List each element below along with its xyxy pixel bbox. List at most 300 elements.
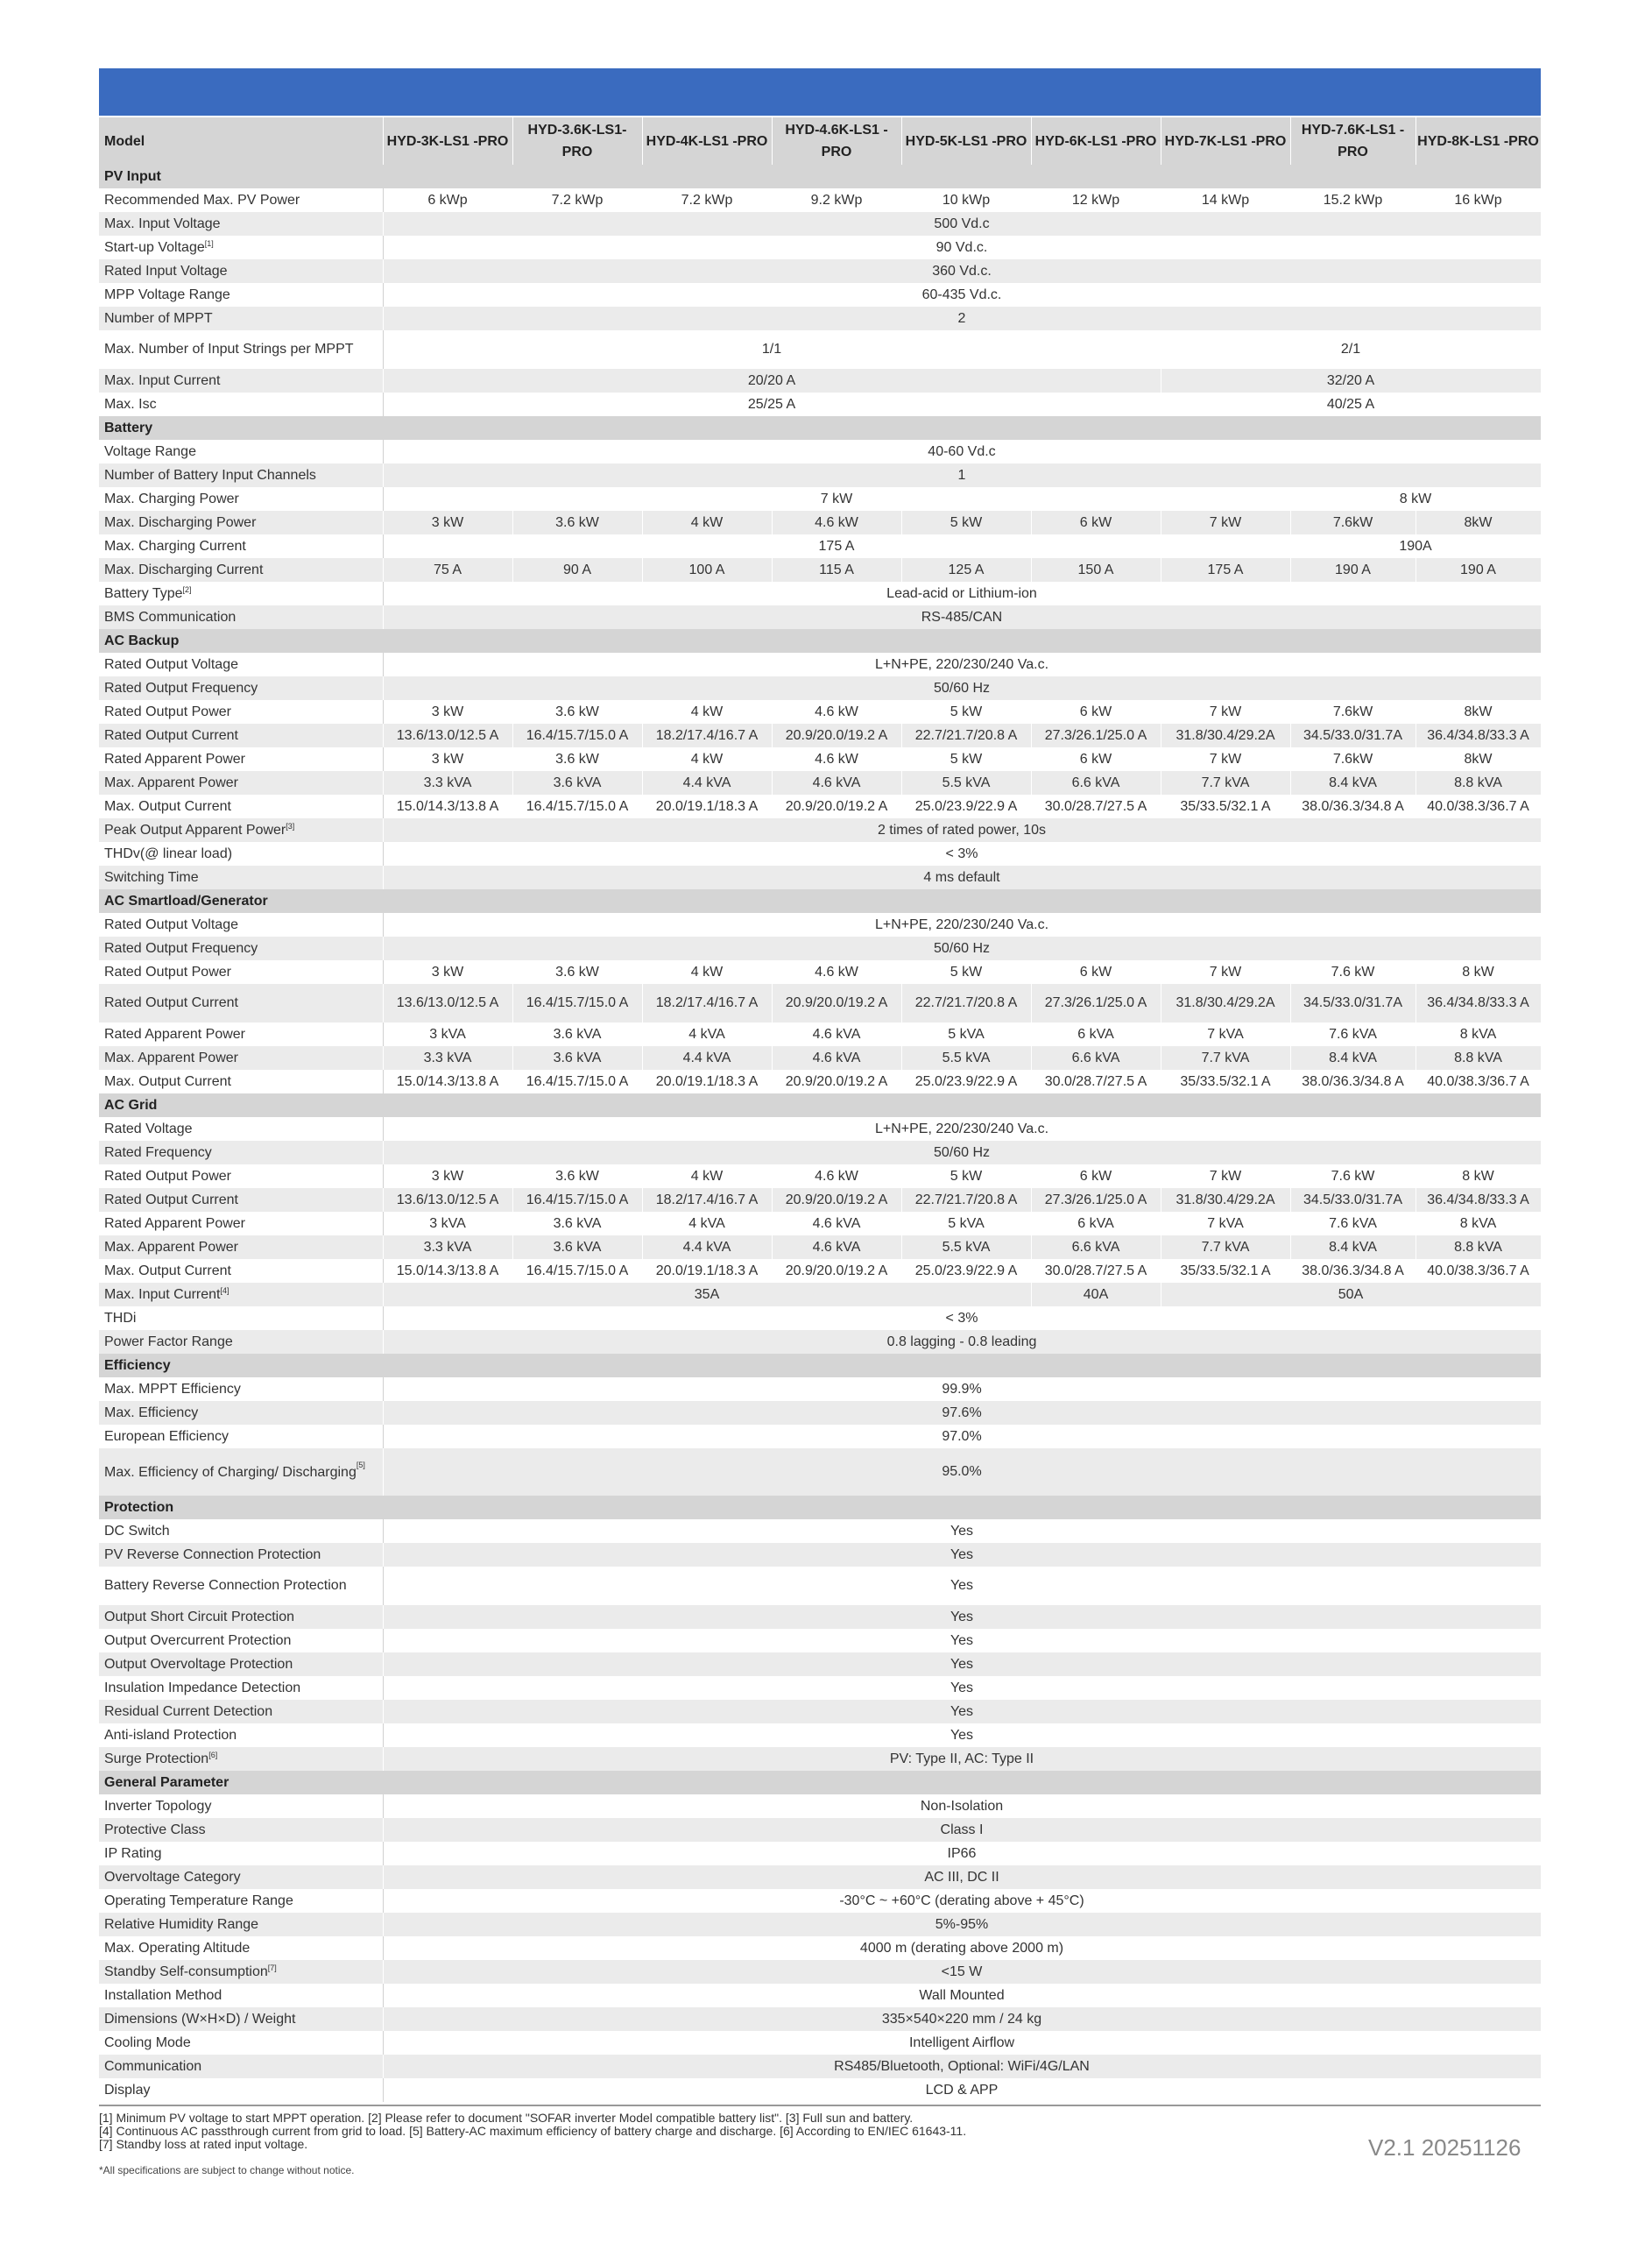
spec-value: L+N+PE, 220/230/240 Va.c. <box>383 653 1541 676</box>
spec-value: 1 <box>383 463 1541 487</box>
spec-label <box>99 1164 383 1188</box>
spec-value: 3.6 kVA <box>512 1212 642 1235</box>
spec-row <box>99 283 1541 307</box>
spec-row <box>99 937 1541 960</box>
spec-label <box>99 1629 383 1652</box>
spec-value: 5.5 kVA <box>901 771 1031 795</box>
spec-label-text: THDi <box>104 1310 137 1326</box>
spec-value: 25.0/23.9/22.9 A <box>901 1070 1031 1093</box>
spec-row <box>99 1046 1541 1070</box>
spec-row <box>99 212 1541 236</box>
spec-value: 16 kWp <box>1415 188 1541 212</box>
model-name: HYD-4.6K-LS1 -PRO <box>772 117 901 165</box>
spec-value: 38.0/36.3/34.8 A <box>1290 1259 1415 1283</box>
spec-label-text: Rated Apparent Power <box>104 1026 245 1042</box>
spec-value: 8.8 kVA <box>1415 1046 1541 1070</box>
spec-value: 3.6 kVA <box>512 771 642 795</box>
spec-label <box>99 1401 383 1425</box>
spec-value: 22.7/21.7/20.8 A <box>901 724 1031 747</box>
spec-label <box>99 1519 383 1543</box>
spec-value: 100 A <box>642 558 772 582</box>
section-title: AC Backup <box>99 629 1541 653</box>
spec-label-text: Standby Self-consumption <box>104 1964 268 1979</box>
spec-label <box>99 1259 383 1283</box>
spec-label <box>99 1818 383 1842</box>
spec-label-text: Inverter Topology <box>104 1798 212 1814</box>
spec-value: 25.0/23.9/22.9 A <box>901 795 1031 818</box>
spec-value: 15.2 kWp <box>1290 188 1415 212</box>
spec-label <box>99 1960 383 1984</box>
spec-value: 7.2 kWp <box>642 188 772 212</box>
spec-value: 22.7/21.7/20.8 A <box>901 1188 1031 1212</box>
spec-value: 4.6 kW <box>772 747 901 771</box>
spec-value: 18.2/17.4/16.7 A <box>642 724 772 747</box>
spec-row <box>99 1070 1541 1093</box>
spec-value: 8kW <box>1415 747 1541 771</box>
spec-label-text: Operating Temperature Range <box>104 1893 293 1908</box>
spec-value: 3.6 kVA <box>512 1022 642 1046</box>
spec-label-text: Max. Apparent Power <box>104 1239 238 1255</box>
footnotes <box>99 2112 966 2151</box>
spec-value: 5 kVA <box>901 1212 1031 1235</box>
spec-value: Lead-acid or Lithium-ion <box>383 582 1541 605</box>
spec-label-text: Overvoltage Category <box>104 1869 241 1885</box>
spec-value: 40.0/38.3/36.7 A <box>1415 1259 1541 1283</box>
spec-value: 40.0/38.3/36.7 A <box>1415 795 1541 818</box>
spec-label-text: Battery Type <box>104 585 183 601</box>
spec-value: 8kW <box>1415 700 1541 724</box>
spec-value: PV: Type II, AC: Type II <box>383 1747 1541 1771</box>
spec-label-text: IP Rating <box>104 1845 162 1861</box>
spec-label-text: Max. Charging Power <box>104 491 239 506</box>
spec-value: Yes <box>383 1543 1541 1567</box>
spec-value: 31.8/30.4/29.2A <box>1161 984 1290 1022</box>
spec-label-text: Power Factor Range <box>104 1334 233 1349</box>
spec-row <box>99 1377 1541 1401</box>
spec-value: 4.4 kVA <box>642 771 772 795</box>
spec-value: Wall Mounted <box>383 1984 1541 2007</box>
spec-row <box>99 1700 1541 1723</box>
spec-label <box>99 2031 383 2055</box>
spec-value: 10 kWp <box>901 188 1031 212</box>
spec-value: Yes <box>383 1519 1541 1543</box>
spec-label <box>99 913 383 937</box>
spec-value: < 3% <box>383 842 1541 866</box>
spec-value: 25.0/23.9/22.9 A <box>901 1259 1031 1283</box>
spec-label-text: Recommended Max. PV Power <box>104 192 300 208</box>
spec-row <box>99 534 1541 558</box>
spec-value: 8.8 kVA <box>1415 771 1541 795</box>
spec-value: 16.4/15.7/15.0 A <box>512 1070 642 1093</box>
spec-value: 7 kVA <box>1161 1212 1290 1235</box>
spec-label-text: Rated Output Current <box>104 727 238 743</box>
spec-label <box>99 1605 383 1629</box>
spec-row <box>99 582 1541 605</box>
spec-label <box>99 1235 383 1259</box>
spec-label-text: Rated Output Power <box>104 1168 231 1184</box>
spec-label-text: Rated Output Voltage <box>104 916 238 932</box>
spec-value: 6 kW <box>1031 700 1161 724</box>
spec-value: 7.7 kVA <box>1161 1046 1290 1070</box>
spec-value: < 3% <box>383 1306 1541 1330</box>
spec-value: 20.9/20.0/19.2 A <box>772 1259 901 1283</box>
spec-value: 8kW <box>1415 511 1541 534</box>
spec-label <box>99 1700 383 1723</box>
model-name: HYD-7.6K-LS1 -PRO <box>1290 117 1415 165</box>
spec-row <box>99 1306 1541 1330</box>
spec-row <box>99 1629 1541 1652</box>
spec-value: 4.6 kVA <box>772 771 901 795</box>
spec-label <box>99 1212 383 1235</box>
spec-label <box>99 1984 383 2007</box>
spec-label-text: Residual Current Detection <box>104 1703 273 1719</box>
spec-row <box>99 1747 1541 1771</box>
spec-value: 4.6 kW <box>772 960 901 984</box>
spec-label-text: Output Overvoltage Protection <box>104 1656 293 1672</box>
spec-value: 20.0/19.1/18.3 A <box>642 1070 772 1093</box>
model-name: HYD-3.6K-LS1- PRO <box>512 117 642 165</box>
spec-label <box>99 558 383 582</box>
spec-label-text: Number of Battery Input Channels <box>104 467 316 483</box>
spec-value: <15 W <box>383 1960 1541 1984</box>
spec-row <box>99 1235 1541 1259</box>
footnote-ref: [3] <box>286 821 295 831</box>
spec-value: 4.6 kW <box>772 1164 901 1188</box>
spec-value: 13.6/13.0/12.5 A <box>383 984 512 1022</box>
spec-value: 13.6/13.0/12.5 A <box>383 724 512 747</box>
section-header <box>99 1093 1541 1117</box>
spec-value: 20.0/19.1/18.3 A <box>642 795 772 818</box>
spec-value: 5.5 kVA <box>901 1046 1031 1070</box>
spec-value: 6.6 kVA <box>1031 1046 1161 1070</box>
spec-label-text: Max. Isc <box>104 396 157 412</box>
spec-label <box>99 1913 383 1936</box>
spec-row <box>99 1543 1541 1567</box>
header-banner <box>99 68 1541 116</box>
spec-label <box>99 1141 383 1164</box>
spec-value: 25/25 A <box>383 393 1161 416</box>
spec-value: Class I <box>383 1818 1541 1842</box>
spec-value: 6 kVA <box>1031 1212 1161 1235</box>
spec-label-text: Max. Efficiency <box>104 1405 199 1420</box>
spec-label <box>99 724 383 747</box>
spec-label-text: Max. Input Voltage <box>104 216 221 231</box>
spec-value: 3.3 kVA <box>383 1235 512 1259</box>
spec-value: 75 A <box>383 558 512 582</box>
spec-label-text: Anti-island Protection <box>104 1727 237 1743</box>
spec-label-text: Rated Output Current <box>104 1192 238 1207</box>
spec-label <box>99 2055 383 2078</box>
spec-value: Intelligent Airflow <box>383 2031 1541 2055</box>
spec-label <box>99 259 383 283</box>
spec-value: 5 kW <box>901 960 1031 984</box>
spec-label <box>99 866 383 889</box>
spec-label <box>99 1936 383 1960</box>
spec-label <box>99 1046 383 1070</box>
spec-value: 335×540×220 mm / 24 kg <box>383 2007 1541 2031</box>
model-name: HYD-8K-LS1 -PRO <box>1415 117 1541 165</box>
spec-value: -30°C ~ +60°C (derating above + 45°C) <box>383 1889 1541 1913</box>
spec-value: 34.5/33.0/31.7A <box>1290 984 1415 1022</box>
spec-value: 1/1 <box>383 330 1161 369</box>
spec-value: 38.0/36.3/34.8 A <box>1290 1070 1415 1093</box>
spec-value: 18.2/17.4/16.7 A <box>642 984 772 1022</box>
spec-label <box>99 1676 383 1700</box>
section-header <box>99 889 1541 913</box>
spec-value: 190 A <box>1415 558 1541 582</box>
model-name: HYD-5K-LS1 -PRO <box>901 117 1031 165</box>
spec-value: 8 kW <box>1415 960 1541 984</box>
spec-label <box>99 1070 383 1093</box>
spec-value: 14 kWp <box>1161 188 1290 212</box>
spec-value: 4.6 kVA <box>772 1212 901 1235</box>
spec-row <box>99 1259 1541 1283</box>
spec-row <box>99 1865 1541 1889</box>
spec-value: 7.2 kWp <box>512 188 642 212</box>
section-header <box>99 1354 1541 1377</box>
spec-value: 40/25 A <box>1161 393 1541 416</box>
spec-value: 6 kW <box>1031 1164 1161 1188</box>
spec-value: 16.4/15.7/15.0 A <box>512 1188 642 1212</box>
spec-label-text: Rated Voltage <box>104 1121 193 1136</box>
spec-value: 4000 m (derating above 2000 m) <box>383 1936 1541 1960</box>
spec-label <box>99 2007 383 2031</box>
spec-value: 50/60 Hz <box>383 937 1541 960</box>
spec-label <box>99 1794 383 1818</box>
spec-label-text: Rated Input Voltage <box>104 263 228 279</box>
spec-value: 30.0/28.7/27.5 A <box>1031 1259 1161 1283</box>
spec-row <box>99 842 1541 866</box>
spec-row <box>99 307 1541 330</box>
spec-label <box>99 188 383 212</box>
spec-label-text: Max. Operating Altitude <box>104 1940 251 1956</box>
spec-label-text: Max. Output Current <box>104 798 231 814</box>
spec-value: 50A <box>1161 1283 1541 1306</box>
spec-label <box>99 369 383 393</box>
spec-label-text: Start-up Voltage <box>104 239 205 255</box>
spec-label <box>99 212 383 236</box>
spec-value: 9.2 kWp <box>772 188 901 212</box>
spec-value: 15.0/14.3/13.8 A <box>383 1259 512 1283</box>
spec-label-text: Display <box>104 2082 151 2098</box>
spec-row <box>99 1330 1541 1354</box>
section-header <box>99 416 1541 440</box>
spec-value: L+N+PE, 220/230/240 Va.c. <box>383 1117 1541 1141</box>
spec-value: 4.6 kW <box>772 700 901 724</box>
spec-value: 7 kW <box>383 487 1290 511</box>
spec-label-text: Switching Time <box>104 869 199 885</box>
spec-value: Yes <box>383 1567 1541 1605</box>
spec-value: 4 kVA <box>642 1212 772 1235</box>
spec-value: 7.6kW <box>1290 700 1415 724</box>
spec-value: 99.9% <box>383 1377 1541 1401</box>
spec-value: 175 A <box>383 534 1290 558</box>
spec-label-text: BMS Communication <box>104 609 237 625</box>
spec-value: 4 ms default <box>383 866 1541 889</box>
spec-label <box>99 937 383 960</box>
spec-row <box>99 511 1541 534</box>
spec-row <box>99 1723 1541 1747</box>
spec-value: 6.6 kVA <box>1031 1235 1161 1259</box>
spec-row <box>99 1141 1541 1164</box>
spec-row <box>99 487 1541 511</box>
spec-label-text: Installation Method <box>104 1987 222 2003</box>
spec-value: 6 kVA <box>1031 1022 1161 1046</box>
section-header <box>99 1496 1541 1519</box>
spec-value: 18.2/17.4/16.7 A <box>642 1188 772 1212</box>
spec-value: 16.4/15.7/15.0 A <box>512 724 642 747</box>
spec-value: 8.8 kVA <box>1415 1235 1541 1259</box>
footnote-ref: [6] <box>208 1750 218 1759</box>
section-title: AC Grid <box>99 1093 1541 1117</box>
spec-value: 4.6 kW <box>772 511 901 534</box>
spec-value: 31.8/30.4/29.2A <box>1161 1188 1290 1212</box>
spec-row <box>99 1794 1541 1818</box>
spec-value: 2 <box>383 307 1541 330</box>
spec-value: 16.4/15.7/15.0 A <box>512 1259 642 1283</box>
spec-row <box>99 1448 1541 1496</box>
spec-value: 8 kW <box>1290 487 1541 511</box>
spec-label <box>99 307 383 330</box>
spec-label-text: Communication <box>104 2058 202 2074</box>
spec-row <box>99 795 1541 818</box>
spec-value: 35/33.5/32.1 A <box>1161 795 1290 818</box>
spec-value: 500 Vd.c <box>383 212 1541 236</box>
spec-value: 4 kVA <box>642 1022 772 1046</box>
spec-label <box>99 440 383 463</box>
spec-row <box>99 2078 1541 2102</box>
spec-value: 3.3 kVA <box>383 771 512 795</box>
spec-value: 7.6 kVA <box>1290 1212 1415 1235</box>
spec-label-text: Insulation Impedance Detection <box>104 1680 301 1695</box>
spec-label <box>99 605 383 629</box>
model-name: HYD-7K-LS1 -PRO <box>1161 117 1290 165</box>
spec-row <box>99 440 1541 463</box>
spec-label <box>99 1747 383 1771</box>
spec-label <box>99 700 383 724</box>
spec-row <box>99 1425 1541 1448</box>
spec-row <box>99 330 1541 369</box>
spec-label <box>99 2078 383 2102</box>
footnote-ref: [5] <box>356 1460 365 1469</box>
spec-label <box>99 330 383 369</box>
spec-row <box>99 463 1541 487</box>
spec-label <box>99 1117 383 1141</box>
spec-value: 30.0/28.7/27.5 A <box>1031 795 1161 818</box>
spec-value: 8 kVA <box>1415 1212 1541 1235</box>
spec-label <box>99 511 383 534</box>
spec-value: 150 A <box>1031 558 1161 582</box>
spec-value: RS-485/CAN <box>383 605 1541 629</box>
spec-value: 36.4/34.8/33.3 A <box>1415 1188 1541 1212</box>
spec-label <box>99 1842 383 1865</box>
spec-label-text: Relative Humidity Range <box>104 1916 259 1932</box>
spec-value: 30.0/28.7/27.5 A <box>1031 1070 1161 1093</box>
spec-value: 40.0/38.3/36.7 A <box>1415 1070 1541 1093</box>
spec-value: 3.6 kW <box>512 1164 642 1188</box>
spec-value: 3.6 kW <box>512 747 642 771</box>
spec-value: Non-Isolation <box>383 1794 1541 1818</box>
spec-label-text: Max. Charging Current <box>104 538 246 554</box>
spec-value: Yes <box>383 1676 1541 1700</box>
spec-label-text: Max. Apparent Power <box>104 775 238 790</box>
spec-value: 8.4 kVA <box>1290 771 1415 795</box>
spec-value: 3 kW <box>383 960 512 984</box>
spec-value: 7.7 kVA <box>1161 1235 1290 1259</box>
spec-value: RS485/Bluetooth, Optional: WiFi/4G/LAN <box>383 2055 1541 2078</box>
spec-value: Yes <box>383 1723 1541 1747</box>
spec-value: 15.0/14.3/13.8 A <box>383 795 512 818</box>
spec-label-text: Rated Output Power <box>104 704 231 719</box>
spec-label <box>99 1330 383 1354</box>
spec-value: 190 A <box>1290 558 1415 582</box>
spec-value: 12 kWp <box>1031 188 1161 212</box>
section-title: General Parameter <box>99 1771 1541 1794</box>
spec-row <box>99 1913 1541 1936</box>
spec-value: 7.6 kW <box>1290 1164 1415 1188</box>
spec-value: 7.7 kVA <box>1161 771 1290 795</box>
spec-value: AC III, DC II <box>383 1865 1541 1889</box>
spec-value: 4.6 kVA <box>772 1046 901 1070</box>
spec-row <box>99 724 1541 747</box>
spec-label <box>99 236 383 259</box>
spec-value: 2 times of rated power, 10s <box>383 818 1541 842</box>
spec-row <box>99 393 1541 416</box>
spec-value: 360 Vd.c. <box>383 259 1541 283</box>
spec-value: 3 kW <box>383 1164 512 1188</box>
spec-value: LCD & APP <box>383 2078 1541 2102</box>
spec-value: 7 kW <box>1161 960 1290 984</box>
spec-row <box>99 1567 1541 1605</box>
spec-label-text: Max. Input Current <box>104 1286 221 1302</box>
section-header <box>99 1771 1541 1794</box>
spec-label <box>99 1283 383 1306</box>
spec-label <box>99 1448 383 1496</box>
spec-value: 7.6 kW <box>1290 960 1415 984</box>
spec-value: 27.3/26.1/25.0 A <box>1031 984 1161 1022</box>
spec-row <box>99 1984 1541 2007</box>
spec-row <box>99 558 1541 582</box>
spec-row <box>99 1652 1541 1676</box>
spec-row <box>99 1164 1541 1188</box>
spec-label <box>99 842 383 866</box>
footnote-line: [7] Standby loss at rated input voltage. <box>99 2137 308 2151</box>
spec-row <box>99 676 1541 700</box>
spec-value: 8.4 kVA <box>1290 1046 1415 1070</box>
spec-label-text: Output Overcurrent Protection <box>104 1632 292 1648</box>
spec-value: 22.7/21.7/20.8 A <box>901 984 1031 1022</box>
footnote-ref: [4] <box>220 1285 229 1295</box>
spec-row <box>99 984 1541 1022</box>
spec-value: 20/20 A <box>383 369 1161 393</box>
spec-value: 16.4/15.7/15.0 A <box>512 795 642 818</box>
spec-row <box>99 1818 1541 1842</box>
spec-value: 4 kW <box>642 700 772 724</box>
spec-value: 4 kW <box>642 1164 772 1188</box>
model-name: HYD-3K-LS1 -PRO <box>383 117 512 165</box>
model-name: HYD-4K-LS1 -PRO <box>642 117 772 165</box>
spec-row <box>99 1188 1541 1212</box>
spec-value: 4 kW <box>642 511 772 534</box>
spec-value: 31.8/30.4/29.2A <box>1161 724 1290 747</box>
spec-value: 115 A <box>772 558 901 582</box>
spec-value: 4.6 kVA <box>772 1022 901 1046</box>
spec-value: 35/33.5/32.1 A <box>1161 1259 1290 1283</box>
spec-value: 4 kW <box>642 747 772 771</box>
spec-value: 5%-95% <box>383 1913 1541 1936</box>
section-title: AC Smartload/Generator <box>99 889 1541 913</box>
spec-value: 7.6kW <box>1290 511 1415 534</box>
